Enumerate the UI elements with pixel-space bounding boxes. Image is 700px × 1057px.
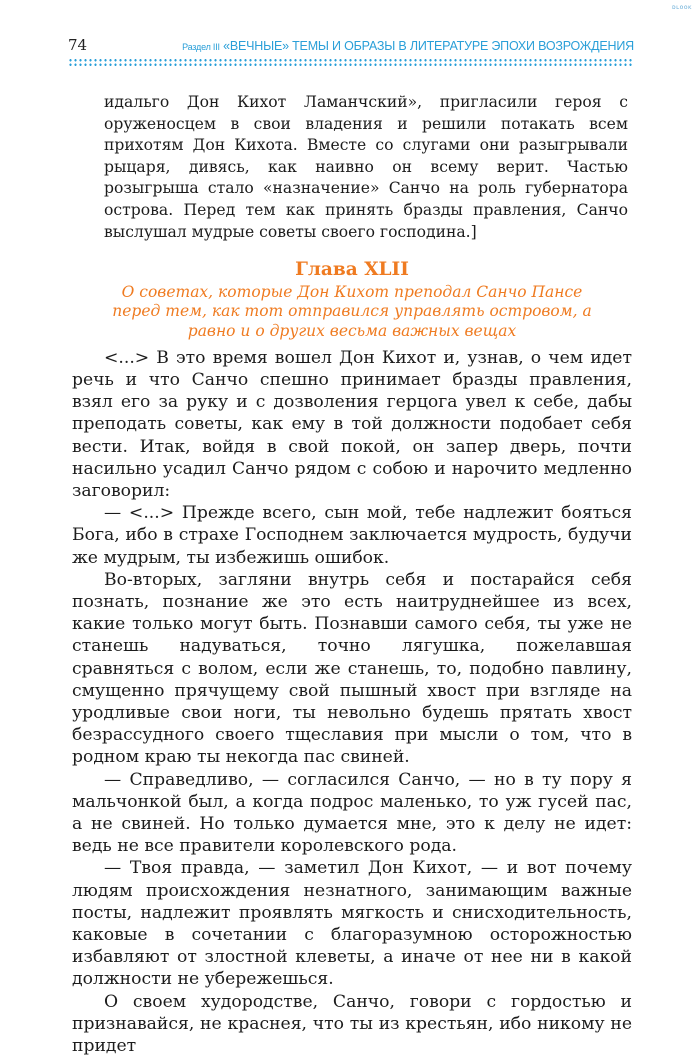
page-header <box>68 36 634 67</box>
body-paragraph: О своем худородстве, Санчо, говори с гордостью и признавайся, не краснея, что ты из крестьян, ибо никому не придет <box>72 991 632 1057</box>
body-paragraph: — Твоя правда, — заметил Дон Кихот, — и вот почему людям происхождения незнатного, занимающим важные посты, надлежит проявлять мягкость и снисходительность, каковые в сочетании с благоразумною осторожностью избавляют от злостной клеветы, а иначе от нее ни в какой должности не убережешься. <box>72 858 632 990</box>
header-dotted-rule <box>68 58 634 67</box>
intro-paragraph: идальго Дон Кихот Ламанчский», пригласили героя с оруженосцем в свои владения и решили потакать всем прихотям Дон Кихота. Вместе со слугами они разыгрывали рыцаря, дивясь, как наивно он всему верит. Частью розыгрыша стало «назначение» Санчо на роль губернатора острова. Перед тем как принять бразды правления, Санчо выслушал мудрые советы своего господина.] <box>104 93 628 241</box>
chapter-subtitle: О советах, которые Дон Кихот преподал Санчо Пансе перед тем, как тот отправился управлять островом, а равно и о других весьма важных вещах <box>112 283 592 340</box>
chapter-title: Глава XLII <box>295 259 409 281</box>
running-title: «ВЕЧНЫЕ» ТЕМЫ И ОБРАЗЫ В ЛИТЕРАТУРЕ ЭПОХИ ВОЗРОЖДЕНИЯ <box>223 39 634 53</box>
body-paragraph: — Справедливо, — согласился Санчо, — но в ту пору я мальчонкой был, а когда подрос маленько, то уж гусей пас, а не свиней. Но только думается мне, это к делу не идет: ведь не все правители королевского рода. <box>72 769 632 857</box>
header-row <box>68 36 634 54</box>
section-prefix: Раздел III <box>182 42 220 52</box>
body-paragraph: <...> В это время вошел Дон Кихот и, узнав, о чем идет речь и что Санчо спешно принимает бразды правления, взял его за руку и с дозволения герцога увел к себе, дабы преподать советы, как ему в той должности подобает себя вести. Итак, войдя в свой покой, он запер дверь, почти насильно усадил Санчо рядом с собою и нарочито медленно заговорил: <box>72 347 632 501</box>
body-paragraph: Во-вторых, загляни внутрь себя и постарайся себя познать, познание же это есть наитруднейшее из всех, какие только могут быть. Познавши самого себя, ты уже не станешь надуваться, точно лягушка, пожелавшая сравняться с волом, если же станешь, то, подобно павлину, смущенно прячущему свой пышный хвост при взгляде на уродливые свои ноги, ты невольно будешь прятать хвост безрассудного своего тщеславия при мысли о том, что в родном краю ты некогда пас свиней. <box>72 569 632 768</box>
page-number: 74 <box>68 36 88 54</box>
corner-watermark: ᴅʟᴏᴏᴋ <box>672 4 692 11</box>
body-paragraph: — <...> Прежде всего, сын мой, тебе надлежит бояться Бога, ибо в страхе Господнем заключается мудрость, будучи же мудрым, ты избежишь ошибок. <box>72 503 632 568</box>
page-body <box>72 92 632 1057</box>
running-head <box>182 39 634 53</box>
